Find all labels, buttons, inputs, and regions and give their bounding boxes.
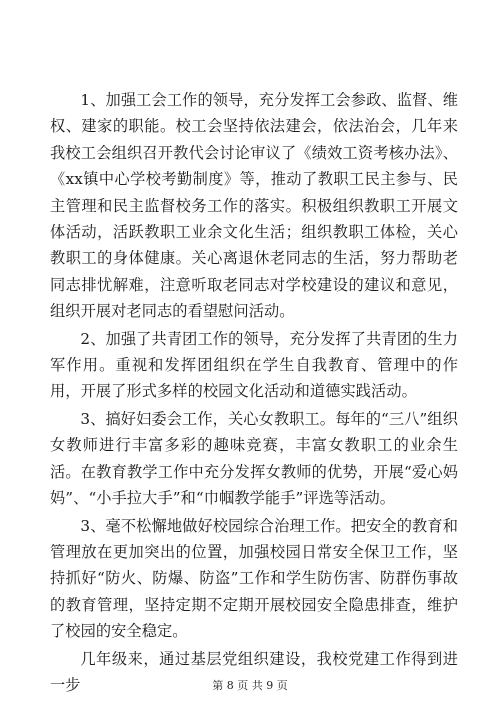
page-number-footer: 第 8 页 共 9 页 [212, 679, 288, 692]
paragraph-womens-committee: 3、搞好妇委会工作，关心女教职工。每年的“三八”组织女教师进行丰富多彩的趣味竞赛，丰富女教职工的业余生活。在教育教学工作中充分发挥女教师的优势，开展“爱心妈妈”、“小手拉大手”和“巾帼教学能手”评选等活动。 [50, 409, 458, 508]
paragraph-campus-safety: 3、毫不松懈地做好校园综合治理工作。把安全的教育和管理放在更加突出的位置，加强校园日常安全保卫工作，坚持抓好“防火、防爆、防盗”工作和学生防伤害、防群伤事故的教育管理，坚持定期不定期开展校园安全隐患排查，维护了校园的安全稳定。 [50, 516, 458, 641]
paragraph-party-building: 几年级来，通过基层党组织建设，我校党建工作得到进一步 [50, 649, 458, 694]
paragraph-youth-league: 2、加强了共青团工作的领导，充分发挥了共青团的生力军作用。重视和发挥团组织在学生自我教育、管理中的作用，开展了形式多样的校园文化活动和道德实践活动。 [50, 329, 458, 401]
paragraph-union-work: 1、加强工会工作的领导，充分发挥工会参政、监督、维权、建家的职能。校工会坚持依法建会，依法治会，几年来我校工会组织召开教代会讨论审议了《绩效工资考核办法》、《xx镇中心学校考勤制度》等，推动了教职工民主参与、民主管理和民主监督校务工作的落实。积极组织教职工开展文体活动，活跃教职工业余文化生活；组织教职工体检，关心教职工的身体健康。关心离退休老同志的生活，努力帮助老同志排忧解难，注意听取老同志对学校建设的建议和意见，组织开展对老同志的看望慰问活动。 [50, 91, 458, 321]
document-body [50, 87, 458, 698]
